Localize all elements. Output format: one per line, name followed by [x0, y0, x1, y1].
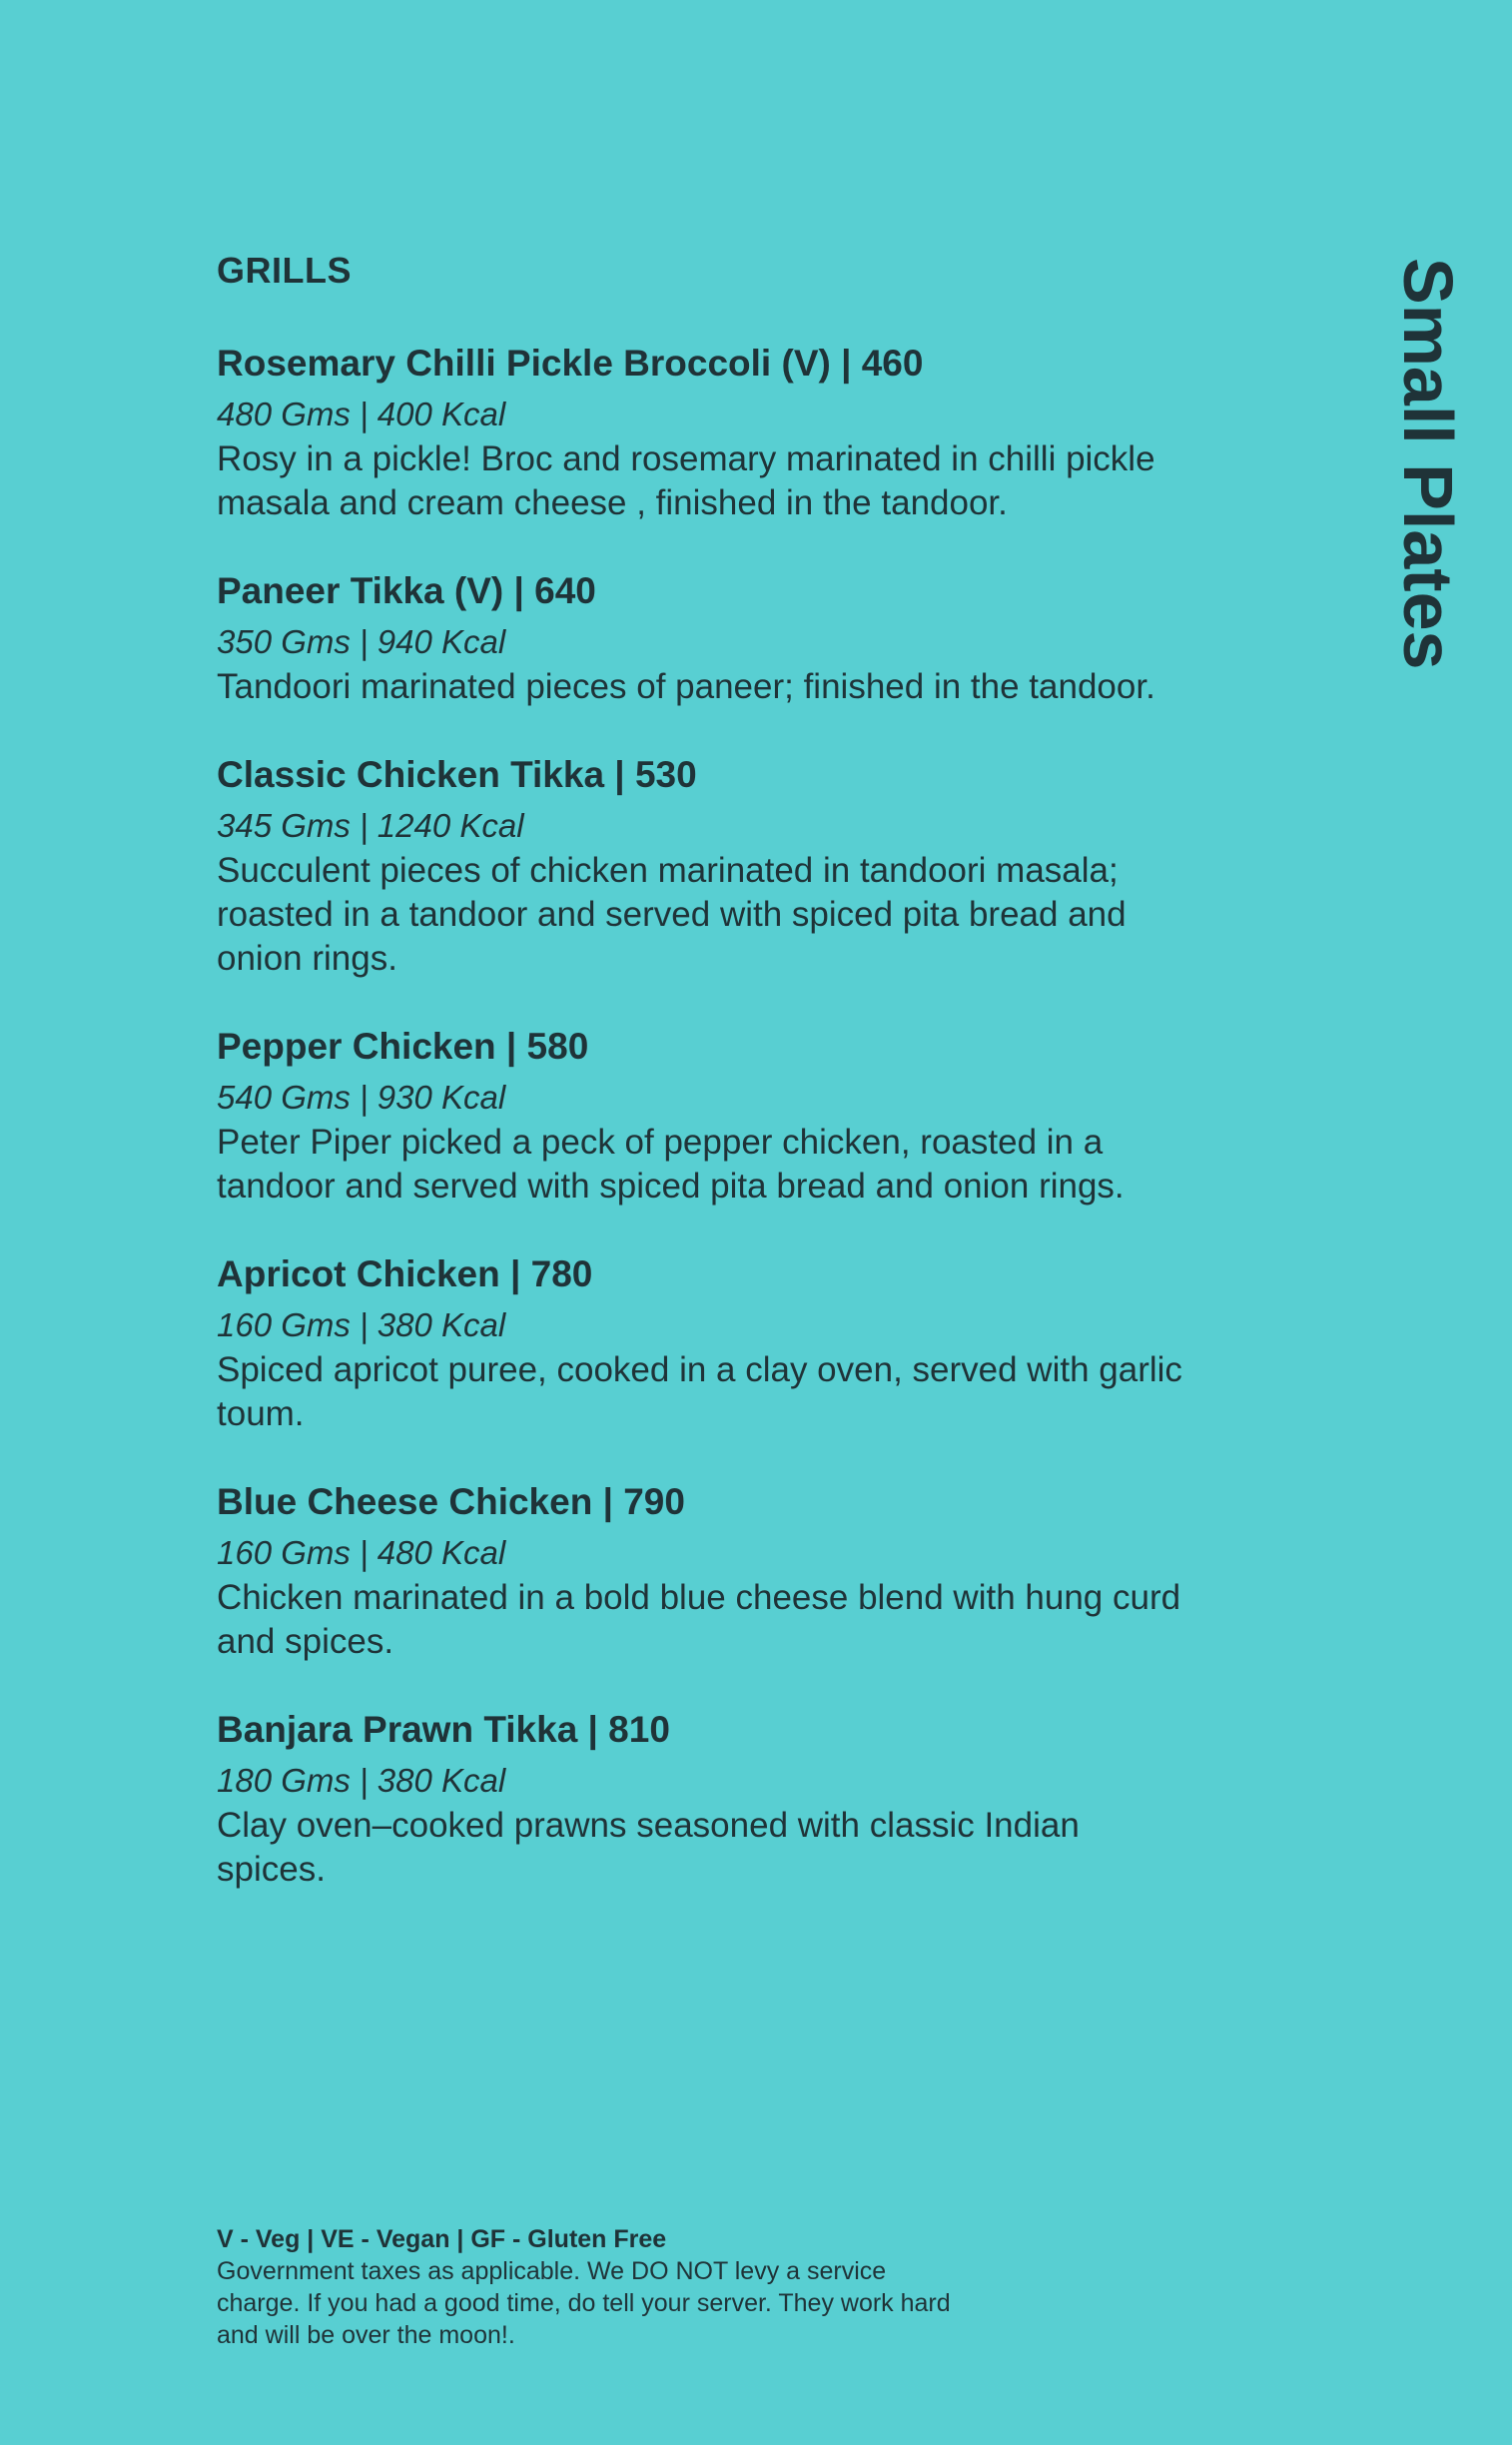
menu-item-description: Rosy in a pickle! Broc and rosemary marinated in chilli pickle masala and cream cheese , finished in the tandoor.: [217, 439, 1155, 522]
menu-item-meta: 160 Gms | 380 Kcal: [217, 1306, 506, 1343]
footer-note: Government taxes as applicable. We DO NOT levy a service charge. If you had a good time, do tell your server. They work hard and will be over the moon!.: [217, 2257, 951, 2349]
menu-item: [217, 1248, 1195, 1436]
menu-item-meta: 160 Gms | 480 Kcal: [217, 1534, 506, 1571]
menu-item-description: Tandoori marinated pieces of paneer; finished in the tandoor.: [217, 667, 1155, 706]
menu-item-title: Paneer Tikka (V) | 640: [217, 570, 596, 611]
menu-item-meta: 345 Gms | 1240 Kcal: [217, 807, 524, 844]
menu-item-description: Spiced apricot puree, cooked in a clay oven, served with garlic toum.: [217, 1350, 1182, 1433]
menu-item-description: Clay oven–cooked prawns seasoned with classic Indian spices.: [217, 1806, 1080, 1889]
menu-item: [217, 749, 1195, 981]
menu-item-title: Classic Chicken Tikka | 530: [217, 754, 697, 795]
menu-items: [217, 338, 1195, 1932]
menu-item-title: Apricot Chicken | 780: [217, 1253, 593, 1294]
menu-item-description: Succulent pieces of chicken marinated in tandoori masala; roasted in a tandoor and served with spiced pita bread and onion rings.: [217, 851, 1127, 978]
menu-item-title: Blue Cheese Chicken | 790: [217, 1481, 685, 1522]
menu-item: [217, 1476, 1195, 1664]
menu-item: [217, 1704, 1195, 1892]
menu-item-description: Peter Piper picked a peck of pepper chicken, roasted in a tandoor and served with spiced pita bread and onion rings.: [217, 1123, 1125, 1206]
menu-item-meta: 480 Gms | 400 Kcal: [217, 396, 506, 432]
dietary-legend: V - Veg | VE - Vegan | GF - Gluten Free: [217, 2225, 667, 2253]
menu-item-meta: 540 Gms | 930 Kcal: [217, 1079, 506, 1116]
menu-item-meta: 180 Gms | 380 Kcal: [217, 1762, 506, 1799]
menu-item-title: Rosemary Chilli Pickle Broccoli (V) | 460: [217, 343, 924, 384]
menu-item-title: Pepper Chicken | 580: [217, 1026, 589, 1067]
footer: [217, 2223, 1116, 2351]
menu-item-title: Banjara Prawn Tikka | 810: [217, 1709, 670, 1750]
menu-item-meta: 350 Gms | 940 Kcal: [217, 623, 506, 660]
menu-item: [217, 565, 1195, 709]
menu-item: [217, 338, 1195, 525]
side-title: Small Plates: [1389, 258, 1467, 670]
section-title: GRILLS: [217, 250, 352, 291]
menu-item: [217, 1021, 1195, 1209]
menu-item-description: Chicken marinated in a bold blue cheese blend with hung curd and spices.: [217, 1578, 1181, 1661]
